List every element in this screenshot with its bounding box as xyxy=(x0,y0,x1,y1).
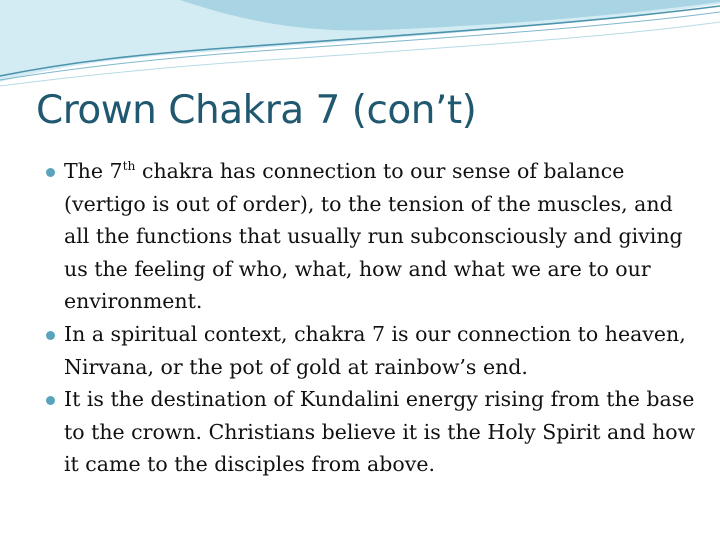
bullet-list xyxy=(46,155,696,481)
bullet-item-kundalini xyxy=(46,383,696,481)
wave-header-decoration xyxy=(0,0,720,90)
bullet-dot-icon xyxy=(46,168,55,177)
bullet-item-balance xyxy=(46,155,696,318)
bullet-dot-icon xyxy=(46,396,55,405)
bullet-dot-icon xyxy=(46,331,55,340)
slide-title: Crown Chakra 7 (con’t) xyxy=(36,88,477,133)
bullet-superscript: th xyxy=(122,159,136,174)
bullet-text: In a spiritual context, chakra 7 is our connection to heaven, Nirvana, or the pot of gold at rainbow’s end. xyxy=(64,321,686,379)
bullet-text-post: chakra has connection to our sense of balance (vertigo is out of order), to the tension of the muscles, and all the functions that usually run subconsciously and giving us the feeling of who, what, how and what we are to our environment. xyxy=(64,159,683,314)
bullet-text: It is the destination of Kundalini energy rising from the base to the crown. Christians believe it is the Holy Spirit and how it came to the disciples from above. xyxy=(64,387,696,477)
bullet-item-spiritual xyxy=(46,318,696,383)
bullet-text-pre: The 7 xyxy=(64,159,123,183)
